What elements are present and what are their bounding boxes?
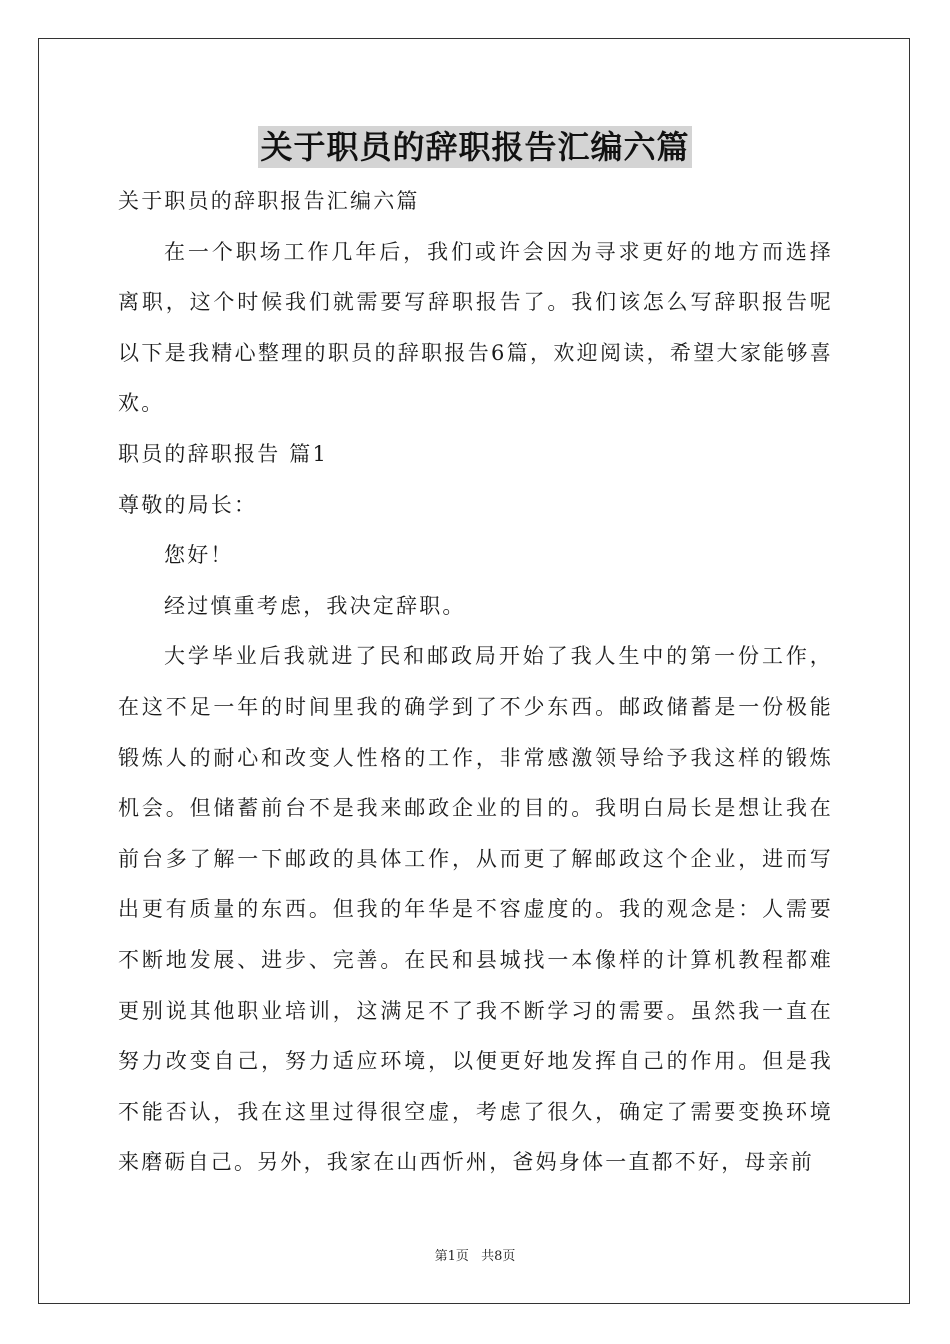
- salutation: 尊敬的局长：: [118, 492, 258, 517]
- greeting: 您好！: [164, 543, 234, 568]
- title-container: [0, 126, 950, 168]
- document-subtitle: 关于职员的辞职报告汇编六篇: [118, 189, 420, 213]
- page-number: 第1页: [434, 1249, 469, 1264]
- decision-paragraph: 经过慎重考虑，我决定辞职。: [164, 593, 466, 618]
- body-paragraph: 大学毕业后我就进了民和邮政局开始了我人生中的第一份工作，在这不足一年的时间里我的确学到了不少东西。邮政储蓄是一份极能锻炼人的耐心和改变人性格的工作，非常感激领导给予我这样的锻炼机会。但储蓄前台不是我来邮政企业的目的。我明白局长是想让我在前台多了解一下邮政的具体工作，从而更了解邮政这个企业，进而写出更有质量的东西。但我的年华是不容虚度的。我的观念是：人需要不断地发展、进步、完善。在民和县城找一本像样的计算机教程都难更别说其他职业培训，这满足不了我不断学习的需要。虽然我一直在努力改变自己，努力适应环境，以便更好地发挥自己的作用。但是我不能否认，我在这里过得很空虚，考虑了很久，确定了需要变换环境来磨砺自己。另外，我家在山西忻州，爸妈身体一直都不好，母亲前: [118, 644, 833, 1175]
- page-footer: [0, 1245, 950, 1264]
- document-body: [118, 176, 833, 1188]
- page-total: 共8页: [481, 1249, 516, 1264]
- document-title: 关于职员的辞职报告汇编六篇: [260, 128, 690, 166]
- intro-paragraph: 在一个职场工作几年后，我们或许会因为寻求更好的地方而选择离职，这个时候我们就需要写辞职报告了。我们该怎么写辞职报告呢以下是我精心整理的职员的辞职报告6篇，欢迎阅读，希望大家能够喜欢。: [118, 239, 833, 416]
- section-heading: 职员的辞职报告 篇1: [118, 441, 329, 466]
